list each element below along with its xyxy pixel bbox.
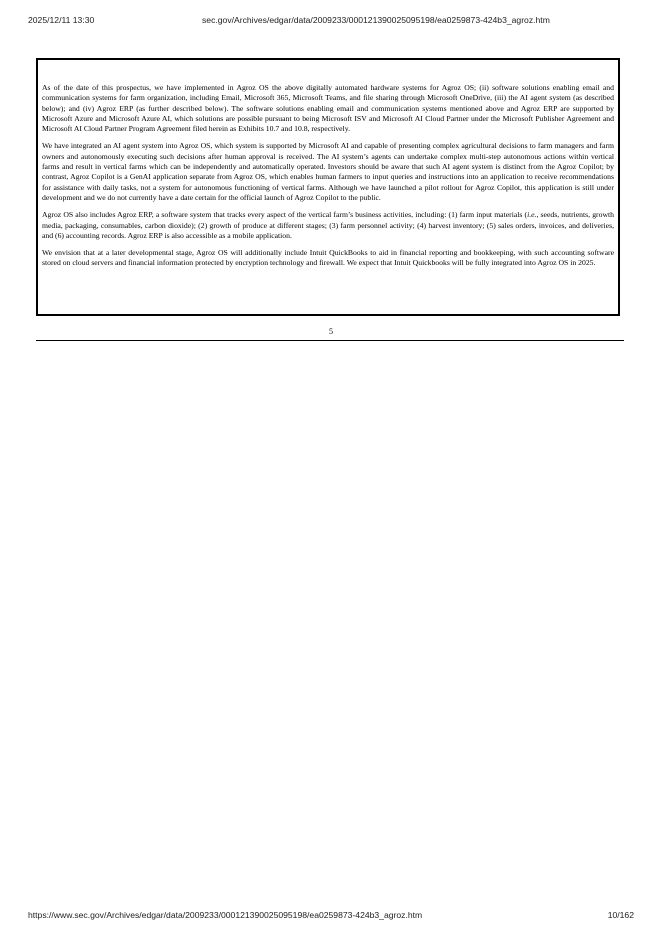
- print-header-url: sec.gov/Archives/edgar/data/2009233/000121390025095198/ea0259873-424b3_agroz.htm: [202, 15, 550, 25]
- browser-print-header: [28, 15, 634, 27]
- paragraph-text: Agroz OS also includes Agroz ERP, a software system that tracks every aspect of the vertical farm’s business activities, including: (1) farm input materials (: [42, 210, 528, 220]
- paragraph-implementation: [42, 83, 614, 134]
- print-page-count: 10/162: [607, 910, 634, 920]
- paragraph-text: We envision that at a later developmental stage, Agroz OS will additionally include Intuit QuickBooks to aid in financial reporting and bookkeeping, with such accounting software stored on cloud servers and financial information protected by encryption technology and firewall. We expect that Intuit Quickbooks will be fully integrated into Agroz OS in 2025.: [42, 248, 614, 268]
- paragraph-text: We have integrated an AI agent system into Agroz OS, which system is supported by Microsoft AI and capable of presenting complex agricultural decisions to farm managers and farm owners and autonomously executing such decisions after human approval is received. The AI system’s agents can undertake complex multi-step autonomous actions within vertical farms and result in vertical farms which can be independently and automatically operated. Investors should be aware that such AI agent system is distinct from the Agroz Copilot; by contrast, Agroz Copilot is a GenAI application separate from Agroz OS, which enables human farmers to input queries and instructions into an application to receive recommendations for assistance with daily tasks, not a system for autonomous functioning of vertical farms. Although we have launched a pilot rollout for Agroz Copilot, this application is still under development and we do not currently have a date certain for the official launch of Agroz Copilot to the public.: [42, 141, 614, 202]
- paragraph-quickbooks: [42, 248, 614, 269]
- print-datetime: 2025/12/11 13:30: [28, 15, 95, 25]
- paragraph-ai-agent-system: [42, 141, 614, 203]
- prospectus-bordered-section: [36, 58, 620, 316]
- paragraph-italic-text: i.e.: [527, 210, 537, 220]
- paragraph-text: As of the date of this prospectus, we have implemented in Agroz OS the above digitally automated hardware systems for Agroz OS; (ii) software solutions enabling email and communication systems for farm organization, including Email, Microsoft 365, Microsoft Teams, and file sharing through Microsoft OneDrive, (iii) the AI agent system (as described below); and (iv) Agroz ERP (as further described below). The software solutions enabling email and communication systems mentioned above and Agroz ERP are supported by Microsoft Azure and Microsoft Azure AI, which solutions are possible pursuant to being Microsoft ISV and Microsoft AI Cloud Partner under the Microsoft Publisher Agreement and Microsoft AI Cloud Partner Program Agreement filed herein as Exhibits 10.7 and 10.8, respectively.: [42, 83, 614, 134]
- print-footer-url: https://www.sec.gov/Archives/edgar/data/2009233/000121390025095198/ea0259873-424b3_agroz.htm: [28, 910, 423, 920]
- paragraph-text: , seeds, nutrients, growth media, packaging, consumables, carbon dioxide); (2) growth of produce at different stages; (3) farm personnel activity; (4) harvest inventory; (5) sales orders, invoices, and deliveries, and (6) accounting records. Agroz ERP is also accessible as a mobile application.: [42, 210, 614, 240]
- page-divider: [36, 340, 624, 341]
- browser-print-footer: [28, 910, 634, 922]
- page-number: 5: [329, 327, 333, 336]
- paragraph-agroz-erp: [42, 210, 614, 241]
